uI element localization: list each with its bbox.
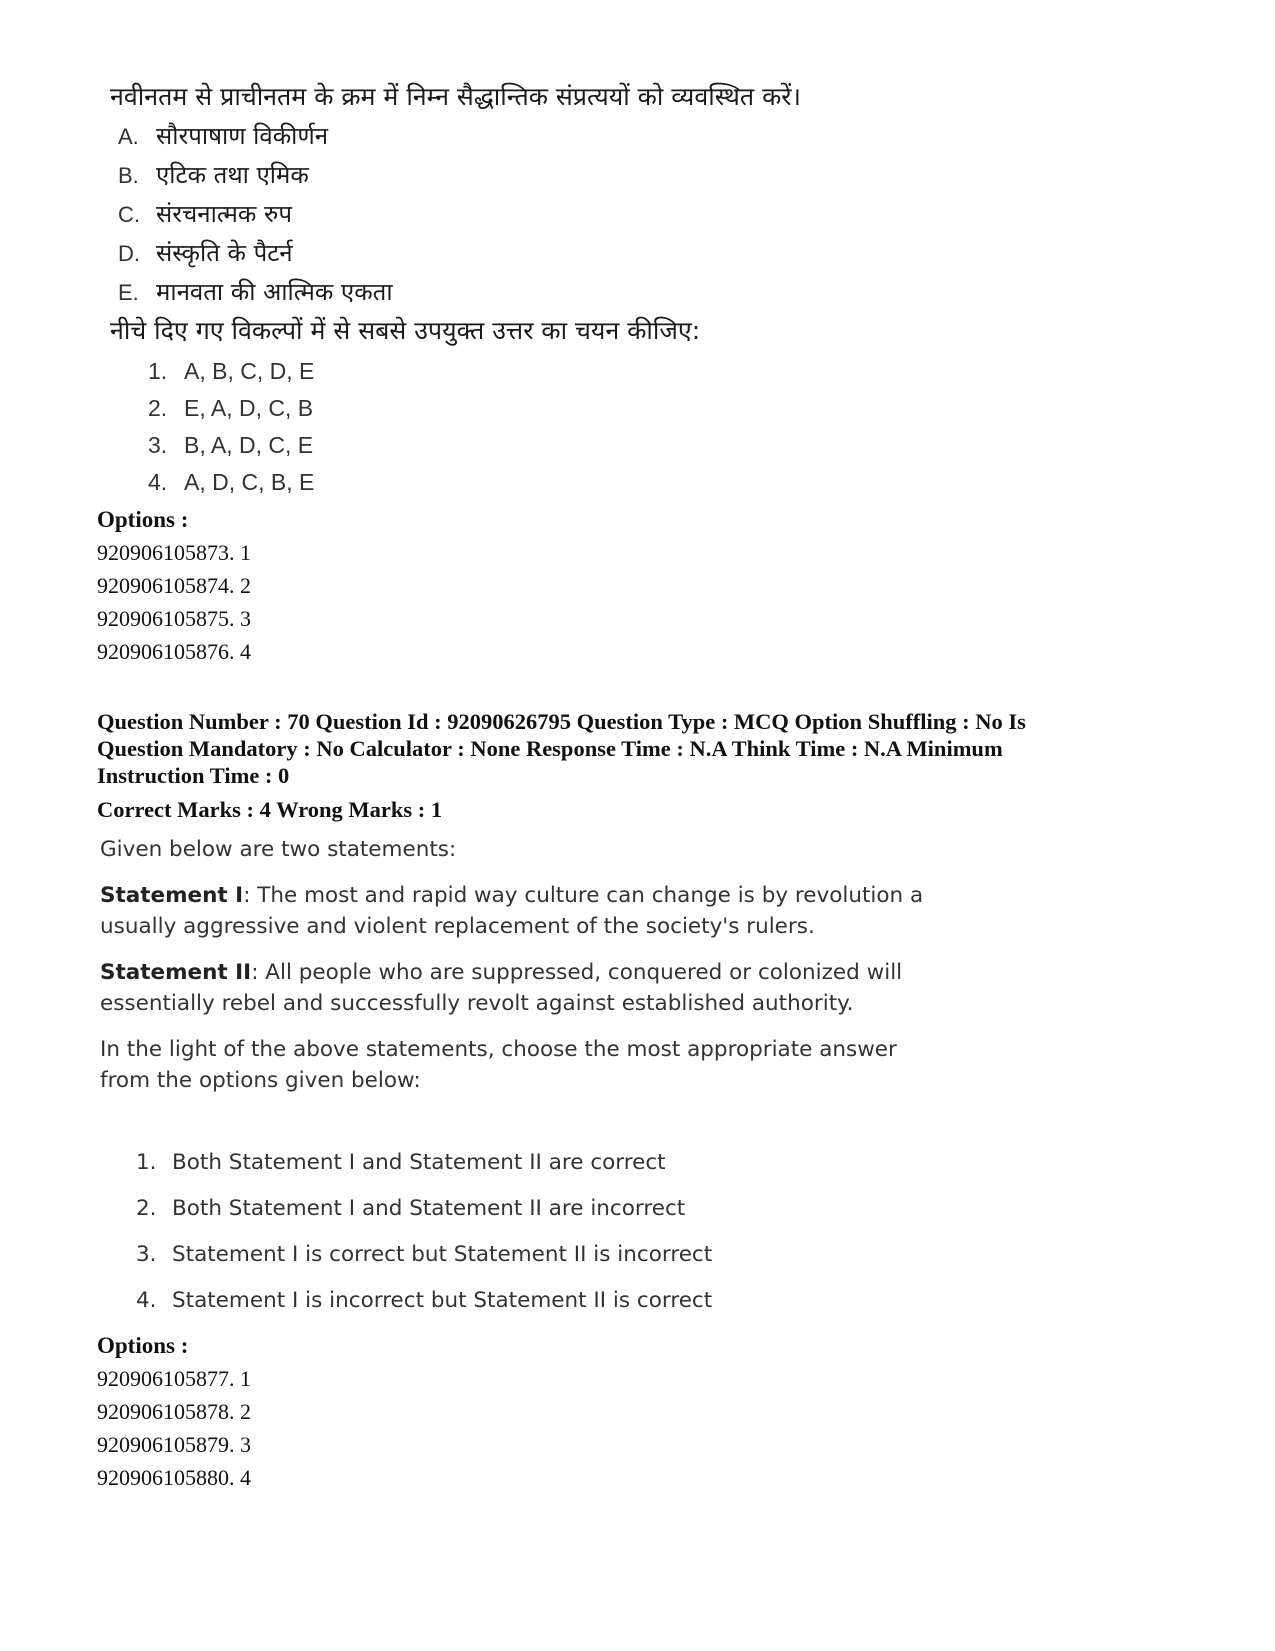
q70-options — [97, 1329, 497, 1494]
q70-intro: Given below are two statements: — [100, 837, 457, 862]
meta-line: Question Number : 70 Question Id : 92090626795 Question Type : MCQ Option Shuffling : No Is — [97, 709, 1026, 734]
statement-1 — [100, 880, 960, 911]
list-item — [118, 195, 1010, 234]
option-row: 920906105877. 1 — [97, 1366, 251, 1391]
choice-number: 1. — [148, 358, 168, 384]
option-row: 920906105879. 3 — [97, 1432, 251, 1457]
item-text: एटिक तथा एमिक — [156, 161, 309, 189]
choice-item — [148, 353, 1010, 390]
choice-item — [148, 390, 1010, 427]
options-heading: Options : — [97, 1333, 189, 1358]
item-label: B. — [118, 163, 139, 188]
choice-number: 2. — [136, 1196, 157, 1221]
q70-marks: Correct Marks : 4 Wrong Marks : 1 — [97, 797, 443, 822]
option-row: 920906105874. 2 — [97, 573, 251, 598]
option-row: 920906105875. 3 — [97, 606, 251, 631]
choice-number: 2. — [148, 395, 168, 421]
statement-2-label: Statement II — [100, 960, 252, 985]
option-row: 920906105873. 1 — [97, 540, 251, 565]
item-label: E. — [118, 280, 139, 305]
statement-2-cont: essentially rebel and successfully revolt against established authority. — [100, 991, 854, 1016]
choice-text: A, B, C, D, E — [184, 358, 315, 384]
option-row: 920906105880. 4 — [97, 1465, 251, 1490]
choice-item — [136, 1278, 960, 1324]
choice-text: Both Statement I and Statement II are incorrect — [172, 1196, 686, 1221]
statement-1-cont: usually aggressive and violent replacement of the society's rulers. — [100, 914, 815, 939]
statement-1-text: : The most and rapid way culture can change is by revolution a — [243, 883, 924, 908]
choice-item — [136, 1232, 960, 1278]
choice-text: Statement I is correct but Statement II is incorrect — [172, 1242, 713, 1267]
choice-number: 3. — [148, 432, 168, 458]
item-label: C. — [118, 202, 140, 227]
choice-number: 1. — [136, 1150, 157, 1175]
option-row: 920906105878. 2 — [97, 1399, 251, 1424]
item-label: D. — [118, 241, 140, 266]
list-item — [118, 117, 1010, 156]
choice-number: 4. — [136, 1288, 157, 1313]
statement-2-text: : All people who are suppressed, conquered or colonized will — [251, 960, 903, 985]
q69-items-list — [118, 117, 1010, 312]
choice-text: E, A, D, C, B — [184, 395, 314, 421]
meta-line: Instruction Time : 0 — [97, 763, 290, 788]
q69-prompt: नवीनतम से प्राचीनतम के क्रम में निम्न सैद्धान्तिक संप्रत्ययों को व्यवस्थित करें। — [110, 82, 801, 111]
choice-text: B, A, D, C, E — [184, 432, 314, 458]
q70-question: In the light of the above statements, choose the most appropriate answer — [100, 1037, 897, 1062]
q69-choices-list — [148, 353, 1010, 501]
choice-item — [136, 1140, 960, 1186]
q70-question-cont: from the options given below: — [100, 1068, 421, 1093]
item-text: मानवता की आत्मिक एकता — [156, 278, 393, 306]
choice-number: 3. — [136, 1242, 157, 1267]
q70-choices-list — [136, 1140, 960, 1324]
statement-2 — [100, 957, 960, 988]
statement-1-label: Statement I — [100, 883, 244, 908]
choice-item — [148, 427, 1010, 464]
list-item — [118, 156, 1010, 195]
meta-line: Question Mandatory : No Calculator : None Response Time : N.A Think Time : N.A Minimum — [97, 736, 1003, 761]
q70-meta — [97, 708, 1197, 789]
choice-text: Statement I is incorrect but Statement II is correct — [172, 1288, 713, 1313]
q69-options — [97, 503, 497, 668]
q69-instruction: नीचे दिए गए विकल्पों में से सबसे उपयुक्त उत्तर का चयन कीजिए: — [110, 316, 701, 345]
item-text: सौरपाषाण विकीर्णन — [156, 122, 329, 150]
item-label: A. — [118, 124, 139, 149]
q70-question-block — [100, 834, 960, 1324]
choice-number: 4. — [148, 469, 168, 495]
choice-text: Both Statement I and Statement II are correct — [172, 1150, 666, 1175]
choice-item — [148, 464, 1010, 501]
option-row: 920906105876. 4 — [97, 639, 251, 664]
item-text: संस्कृति के पैटर्न — [156, 239, 293, 267]
options-heading: Options : — [97, 507, 189, 532]
q69-question-block — [110, 78, 1010, 501]
list-item — [118, 273, 1010, 312]
choice-text: A, D, C, B, E — [184, 469, 315, 495]
list-item — [118, 234, 1010, 273]
choice-item — [136, 1186, 960, 1232]
item-text: संरचनात्मक रुप — [156, 200, 292, 228]
